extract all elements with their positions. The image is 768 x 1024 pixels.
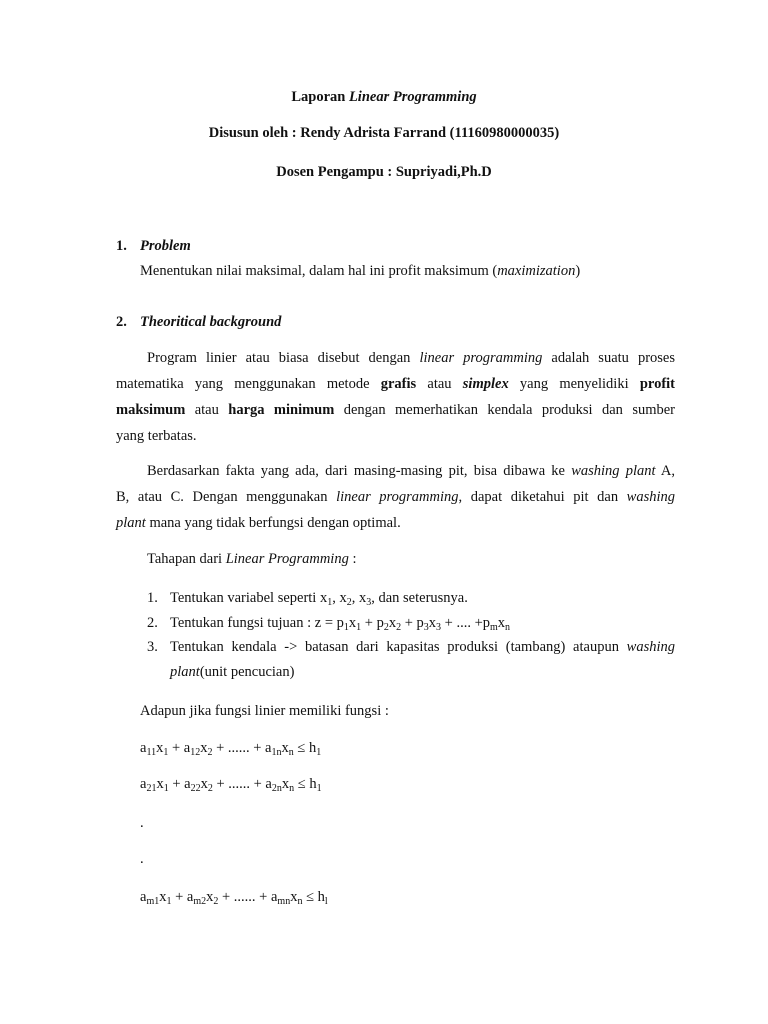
author-line: Disusun oleh : Rendy Adrista Farrand (11160980000035) [208,125,560,141]
lecturer-line: Dosen Pengampu : Supriyadi,Ph.D [276,164,492,180]
step-3-number: 3. [147,639,158,655]
step-1-number: 1. [147,590,158,606]
step-1-text: Tentukan variabel seperti $x_1$, $x_2$, $x_3$, dan seterusnya. [170,590,468,608]
section-1-number: 1. [116,238,127,254]
step-2-number: 2. [147,615,158,631]
ellipsis-dot-2: . [140,851,144,867]
report-title: Laporan Linear Programming [291,89,477,105]
section-2-heading: Theoritical background [140,314,282,330]
section-1-heading: Problem [140,238,191,254]
ellipsis-dot-1: . [140,815,144,831]
paragraph-2-line-1: Berdasarkan fakta yang ada, dari masing-masing pit, bisa dibawa ke washing plant A, [147,463,676,479]
paragraph-1-line-1: Program linier atau biasa disebut dengan linear programming adalah suatu proses [147,350,676,366]
steps-intro: Tahapan dari Linear Programming : [147,551,357,567]
paragraph-2-line-3: plant mana yang tidak berfungsi dengan optimal. [116,515,401,531]
paragraph-1-line-3: maksimum atau harga minimum dengan memerhatikan kendala produksi dan sumber [116,402,675,418]
paragraph-1-line-4: yang terbatas. [116,428,197,444]
step-2-text: Tentukan fungsi tujuan : $z = p_1x_1 + p_2x_2 + p_3x_3$ + .... $+p_mx_n$ [170,615,511,633]
equation-1: $a_{11}x_1 + a_{12}x_2$ + ...... + $a_{1n}x_n \le h_1$ [140,740,322,758]
paragraph-2-line-2: B, atau C. Dengan menggunakan linear programming, dapat diketahui pit dan washing [116,489,675,505]
step-3-text-line-2: plant(unit pencucian) [170,664,295,680]
equation-m: $a_{m1}x_1 + a_{m2}x_2$ + ...... + $a_{mn}x_n \le h_l$ [140,889,328,907]
function-intro: Adapun jika fungsi linier memiliki fungsi : [140,703,389,719]
section-1-text: Menentukan nilai maksimal, dalam hal ini profit maksimum (maximization) [140,263,581,279]
equation-2: $a_{21}x_1 + a_{22}x_2$ + ...... + $a_{2n}x_n \le h_1$ [140,776,322,794]
step-3-text-line-1: Tentukan kendala -> batasan dari kapasitas produksi (tambang) ataupun washing [170,639,675,655]
paragraph-1-line-2: matematika yang menggunakan metode grafis atau simplex yang menyelidiki profit [116,376,676,392]
section-2-number: 2. [116,314,127,330]
